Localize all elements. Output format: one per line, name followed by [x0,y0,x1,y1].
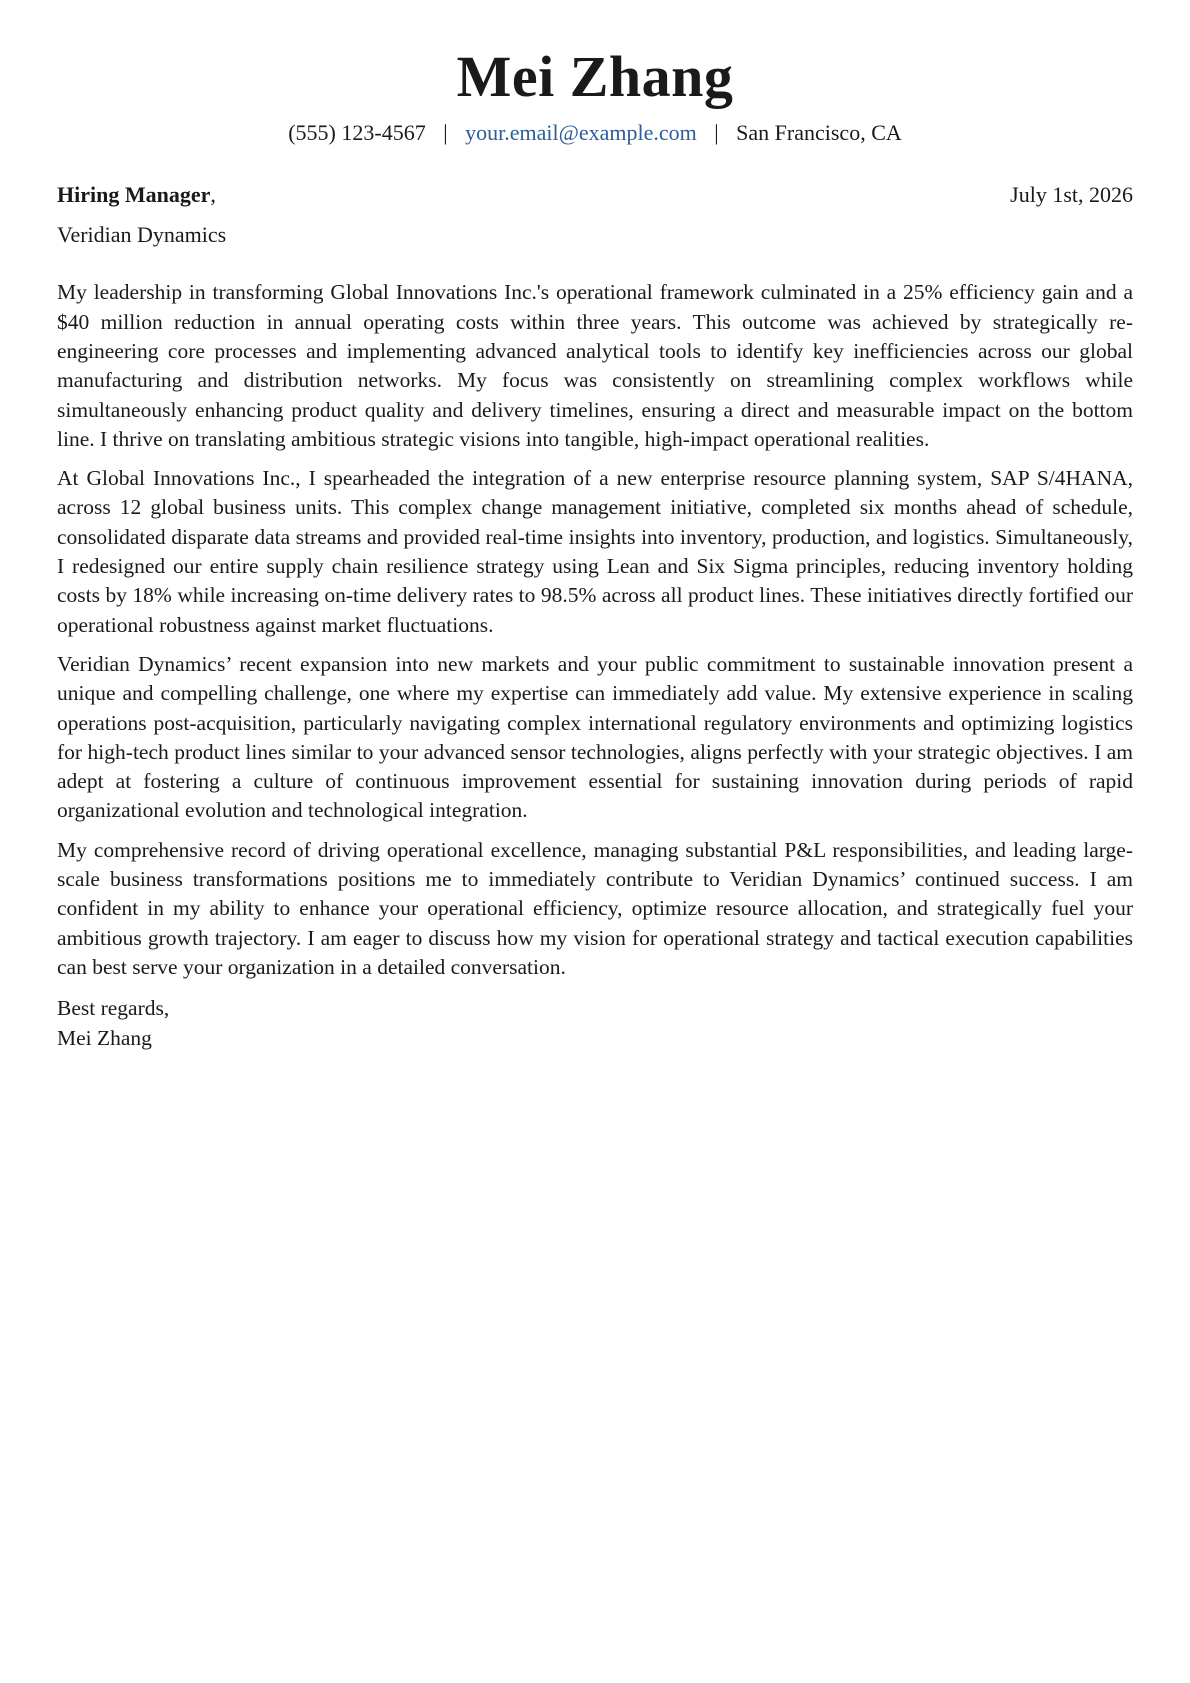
paragraph: Veridian Dynamics’ recent expansion into new markets and your public commitment to sustainable innovation present a unique and compelling challenge, one where my expertise can immediately add value. My extensive experience in scaling operations post-acquisition, particularly navigating complex international regulatory environments and optimizing logistics for high-tech product lines similar to your advanced sensor technologies, aligns perfectly with your strategic objectives. I am adept at fostering a culture of continuous improvement essential for sustaining innovation during periods of rapid organizational evolution and technological integration. [57,651,1133,823]
signature: Mei Zhang [57,1025,152,1050]
separator: | [714,120,719,145]
paragraph: At Global Innovations Inc., I spearheaded the integration of a new enterprise resource planning system, SAP S/4HANA, across 12 global business units. This complex change management initiative, completed six months ahead of schedule, consolidated disparate data streams and provided real-time insights into inventory, production, and logistics. Simultaneously, I redesigned our entire supply chain resilience strategy using Lean and Six Sigma principles, reducing inventory holding costs by 18% while increasing on-time delivery rates to 98.5% across all product lines. These initiatives directly fortified our operational robustness against market fluctuations. [57,466,1133,637]
contact-line [57,120,1133,146]
company-name: Veridian Dynamics [57,222,227,248]
paragraph: My leadership in transforming Global Innovations Inc.'s operational framework culminated in a 25% efficiency gain and a $40 million reduction in annual operating costs within three years. This outcome was achieved by strategically re-engineering core processes and implementing advanced analytical tools to identify key inefficiencies across our global manufacturing and distribution networks. My focus was consistently on streamlining complex workflows while simultaneously enhancing product quality and delivery timelines, ensuring a direct and measurable impact on the bottom line. I thrive on translating ambitious strategic visions into tangible, high-impact operational realities. [57,280,1133,451]
location: San Francisco, CA [736,120,902,145]
closing-block [57,994,1133,1053]
recipient [57,182,216,208]
letter-header-row [57,182,1133,208]
recipient-suffix: , [210,182,216,208]
applicant-name: Mei Zhang [456,44,734,109]
phone-number: (555) 123-4567 [288,120,426,145]
letter-date: July 1st, 2026 [1010,182,1133,208]
recipient-name: Hiring Manager [57,182,211,208]
paragraph: My comprehensive record of driving operational excellence, managing substantial P&L responsibilities, and leading large-scale business transformations positions me to immediately contribute to Veridian Dynamics’ continued success. I am confident in my ability to enhance your operational efficiency, optimize resource allocation, and strategically fuel your ambitious growth trajectory. I am eager to discuss how my vision for operational strategy and tactical execution capabilities can best serve your organization in a detailed conversation. [57,837,1133,979]
separator: | [443,120,448,145]
letter-body [57,278,1133,982]
email-link[interactable]: your.email@example.com [465,120,697,145]
closing-phrase: Best regards, [57,996,170,1021]
